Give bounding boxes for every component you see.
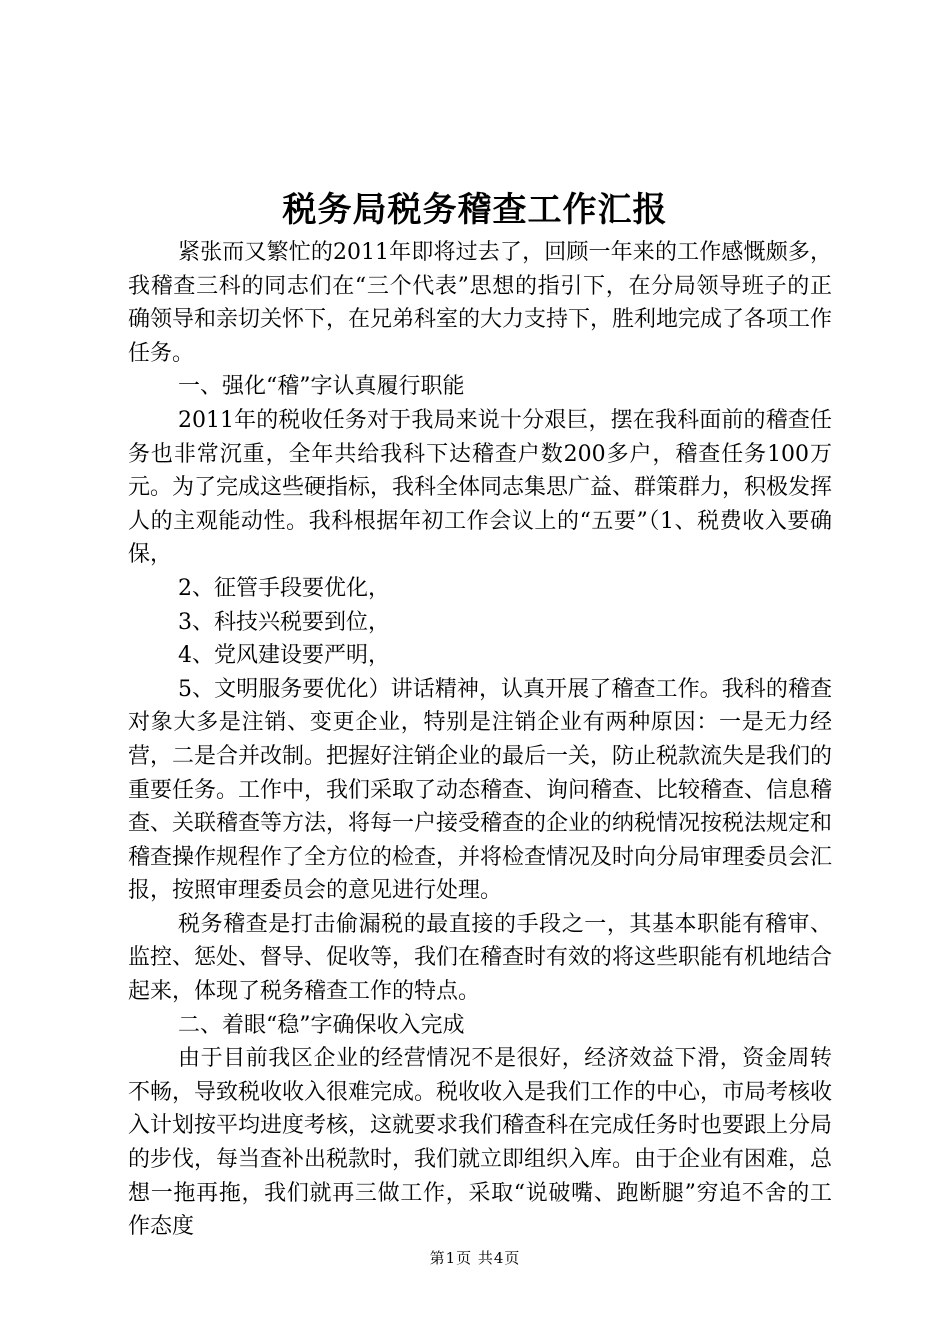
document-title: 税务局税务稽查工作汇报: [282, 190, 668, 230]
list-item-2: 2、征管手段要优化，: [178, 575, 390, 601]
list-item-3: 3、科技兴税要到位，: [178, 609, 390, 635]
paragraph-functions: 税务稽查是打击偷漏税的最直接的手段之一，其基本职能有稽审、监控、惩处、督导、促收等，我们在稽查时有效的将这些职能有机地结合起来，体现了税务稽查工作的特点。: [128, 911, 833, 1005]
paragraph-revenue: 由于目前我区企业的经营情况不是很好，经济效益下滑，资金周转不畅，导致税收收入很难完成。税收收入是我们工作的中心，市局考核收入计划按平均进度考核，这就要求我们稽查科在完成任务时也要跟上分局的步伐，每当查补出税款时，我们就立即组织入库。由于企业有困难，总想一拖再拖，我们就再三做工作，采取“说破嘴、跑断腿”穷追不舍的工作态度: [128, 1046, 833, 1240]
section-heading-2: 二、着眼“稳”字确保收入完成: [178, 1012, 465, 1038]
paragraph-intro: 紧张而又繁忙的2011年即将过去了，回顾一年来的工作感慨颇多，我稽查三科的同志们在“三个代表”思想的指引下，在分局领导班子的正确领导和亲切关怀下，在兄弟科室的大力支持下，胜利地完成了各项工作任务。: [128, 240, 833, 366]
paragraph-task: 2011年的税收任务对于我局来说十分艰巨，摆在我科面前的稽查任务也非常沉重，全年共给我科下达稽查户数200多户，稽查任务100万元。为了完成这些硬指标，我科全体同志集思广益、群策群力，积极发挥人的主观能动性。我科根据年初工作会议上的“五要”（1、税费收入要确保，: [128, 407, 833, 568]
page-footer: 第1页 共4页: [429, 1249, 521, 1267]
list-item-4: 4、党风建设要严明，: [178, 643, 390, 669]
section-heading-1: 一、强化“稽”字认真履行职能: [178, 374, 465, 400]
document-body: [128, 236, 832, 1244]
paragraph-methods: 5、文明服务要优化）讲话精神，认真开展了稽查工作。我科的稽查对象大多是注销、变更企业，特别是注销企业有两种原因：一是无力经营，二是合并改制。把握好注销企业的最后一关，防止税款流失是我们的重要任务。工作中，我们采取了动态稽查、询问稽查、比较稽查、信息稽查、关联稽查等方法，将每一户接受稽查的企业的纳税情况按税法规定和稽查操作规程作了全方位的检查，并将检查情况及时向分局审理委员会汇报，按照审理委员会的意见进行处理。: [128, 676, 833, 904]
